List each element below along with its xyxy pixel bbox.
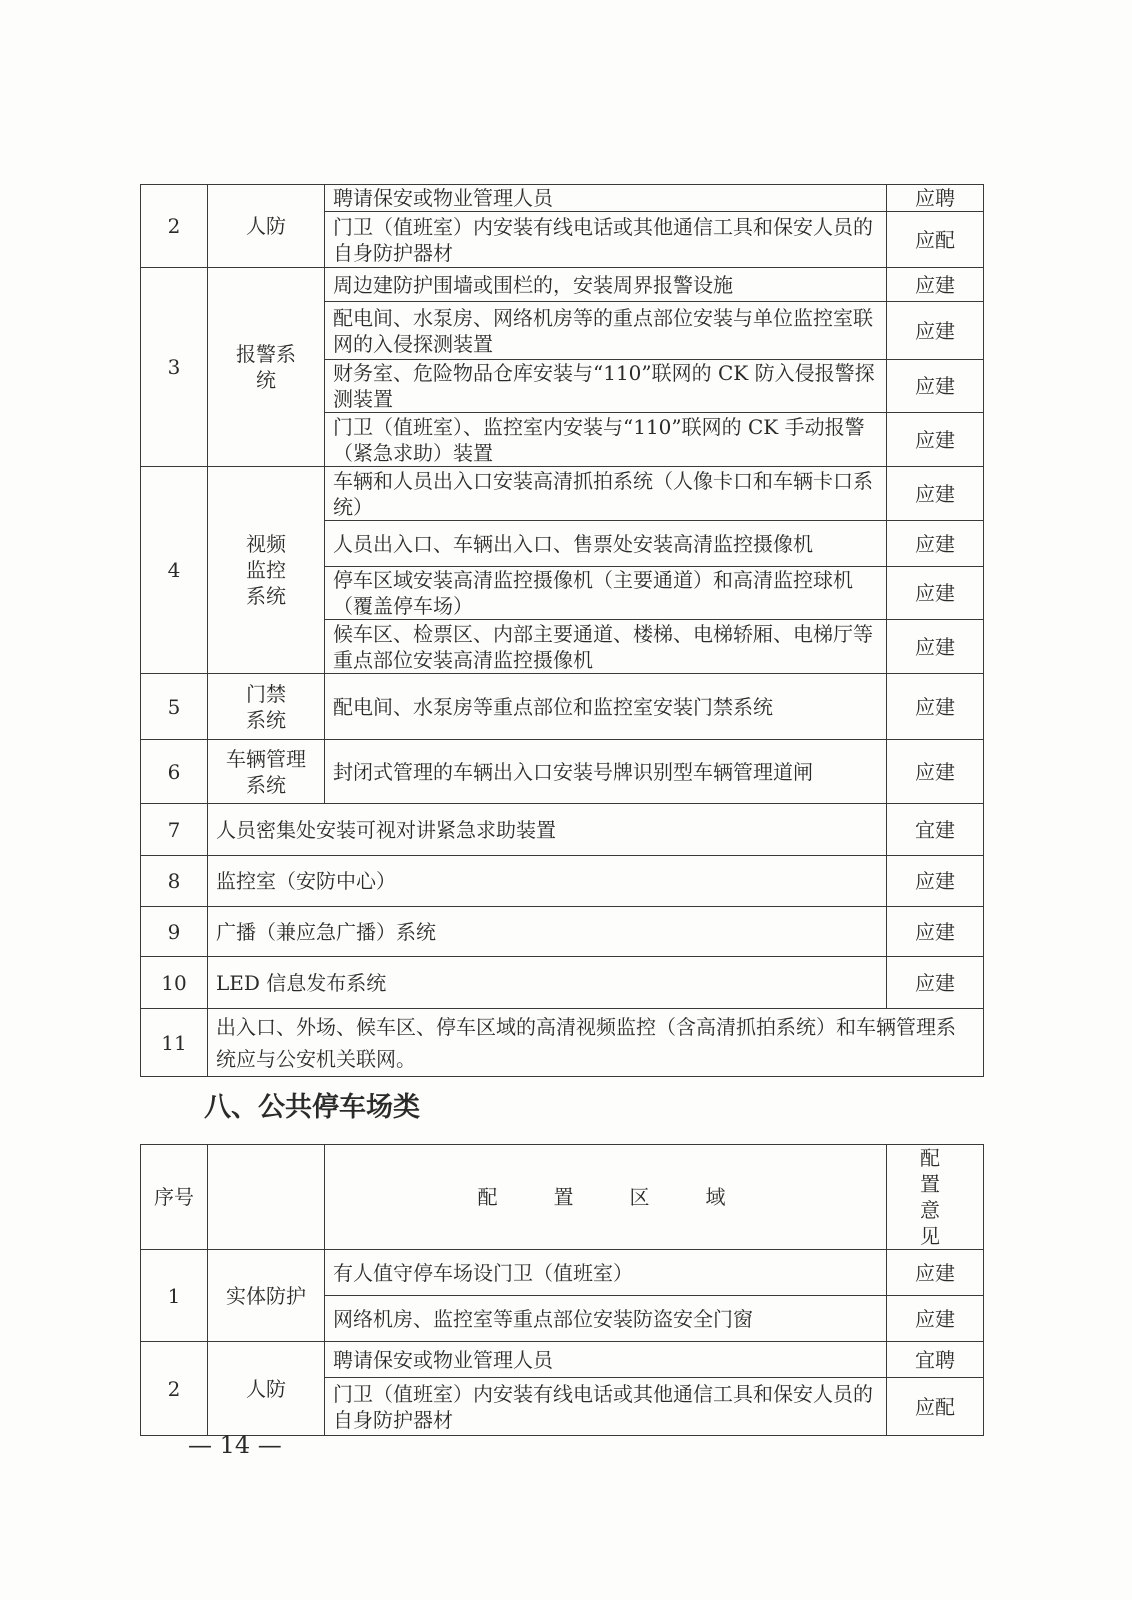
row-number: 11: [141, 1009, 208, 1077]
config-item: 人员密集处安装可视对讲紧急求助装置: [208, 804, 887, 856]
config-opinion: 应聘: [887, 185, 984, 212]
row-number: 8: [141, 856, 208, 907]
config-item: 配电间、水泵房等重点部位和监控室安装门禁系统: [325, 674, 887, 740]
table-row: [141, 1009, 984, 1077]
row-number: 2: [141, 1342, 208, 1436]
config-opinion: 应建: [887, 740, 984, 804]
row-number: 4: [141, 467, 208, 674]
header-number: 序号: [141, 1145, 208, 1250]
table-row: [141, 185, 984, 212]
table-row: [141, 268, 984, 302]
config-item: 门卫（值班室）内安装有线电话或其他通信工具和保安人员的自身防护器材: [325, 1378, 887, 1436]
table-header-row: [141, 1145, 984, 1250]
table-row: [141, 804, 984, 856]
config-item: 财务室、危险物品仓库安装与“110”联网的 CK 防入侵报警探测装置: [325, 360, 887, 413]
note-text: 出入口、外场、候车区、停车区域的高清视频监控（含高清抓拍系统）和车辆管理系统应与公安机关联网。: [208, 1009, 984, 1077]
config-item: 人员出入口、车辆出入口、售票处安装高清监控摄像机: [325, 521, 887, 567]
row-category: 车辆管理系统: [208, 740, 325, 804]
table-row: [141, 1342, 984, 1378]
config-opinion: 应建: [887, 360, 984, 413]
config-item: 网络机房、监控室等重点部位安装防盗安全门窗: [325, 1296, 887, 1342]
row-category: 门禁系统: [208, 674, 325, 740]
page-number: — 14 —: [188, 1431, 282, 1459]
table-row: [141, 740, 984, 804]
config-item: 聘请保安或物业管理人员: [325, 1342, 887, 1378]
row-category: 报警系统: [208, 268, 325, 467]
table-row: [141, 674, 984, 740]
config-item: 门卫（值班室）内安装有线电话或其他通信工具和保安人员的自身防护器材: [325, 212, 887, 268]
row-number: 9: [141, 907, 208, 957]
config-opinion: 应建: [887, 957, 984, 1009]
row-number: 3: [141, 268, 208, 467]
config-opinion: 应建: [887, 856, 984, 907]
config-opinion: 应建: [887, 1250, 984, 1296]
row-number: 6: [141, 740, 208, 804]
config-item: LED 信息发布系统: [208, 957, 887, 1009]
row-number: 10: [141, 957, 208, 1009]
config-item: 配电间、水泵房、网络机房等的重点部位安装与单位监控室联网的入侵探测装置: [325, 302, 887, 360]
config-item: 聘请保安或物业管理人员: [325, 185, 887, 212]
config-item: 广播（兼应急广播）系统: [208, 907, 887, 957]
table-row: [141, 856, 984, 907]
section-heading: 八、公共停车场类: [204, 1092, 420, 1123]
config-opinion: 应建: [887, 413, 984, 467]
table-row: [141, 467, 984, 521]
header-blank: [208, 1145, 325, 1250]
table-row: [141, 907, 984, 957]
config-item: 停车区域安装高清监控摄像机（主要通道）和高清监控球机（覆盖停车场）: [325, 567, 887, 620]
security-config-table: [140, 184, 984, 1077]
config-opinion: 应建: [887, 907, 984, 957]
row-category: 实体防护: [208, 1250, 325, 1342]
config-opinion: 宜建: [887, 804, 984, 856]
config-opinion: 应建: [887, 620, 984, 674]
config-item: 封闭式管理的车辆出入口安装号牌识别型车辆管理道闸: [325, 740, 887, 804]
config-item: 有人值守停车场设门卫（值班室）: [325, 1250, 887, 1296]
row-number: 7: [141, 804, 208, 856]
config-item: 周边建防护围墙或围栏的，安装周界报警设施: [325, 268, 887, 302]
config-item: 车辆和人员出入口安装高清抓拍系统（人像卡口和车辆卡口系统）: [325, 467, 887, 521]
header-area: 配置区域: [325, 1145, 887, 1250]
header-opinion: 配置意见: [887, 1145, 984, 1250]
row-category: 视频监控系统: [208, 467, 325, 674]
table-row: [141, 1250, 984, 1296]
row-category: 人防: [208, 185, 325, 268]
config-item: 监控室（安防中心）: [208, 856, 887, 907]
row-number: 5: [141, 674, 208, 740]
parking-config-table: [140, 1144, 984, 1436]
config-opinion: 应建: [887, 302, 984, 360]
row-number: 1: [141, 1250, 208, 1342]
config-opinion: 应建: [887, 1296, 984, 1342]
row-number: 2: [141, 185, 208, 268]
table-row: [141, 957, 984, 1009]
config-opinion: 宜聘: [887, 1342, 984, 1378]
config-opinion: 应建: [887, 674, 984, 740]
config-opinion: 应建: [887, 268, 984, 302]
row-category: 人防: [208, 1342, 325, 1436]
config-opinion: 应建: [887, 567, 984, 620]
config-opinion: 应建: [887, 467, 984, 521]
config-opinion: 应配: [887, 1378, 984, 1436]
config-item: 门卫（值班室）、监控室内安装与“110”联网的 CK 手动报警（紧急求助）装置: [325, 413, 887, 467]
config-opinion: 应建: [887, 521, 984, 567]
config-opinion: 应配: [887, 212, 984, 268]
config-item: 候车区、检票区、内部主要通道、楼梯、电梯轿厢、电梯厅等重点部位安装高清监控摄像机: [325, 620, 887, 674]
